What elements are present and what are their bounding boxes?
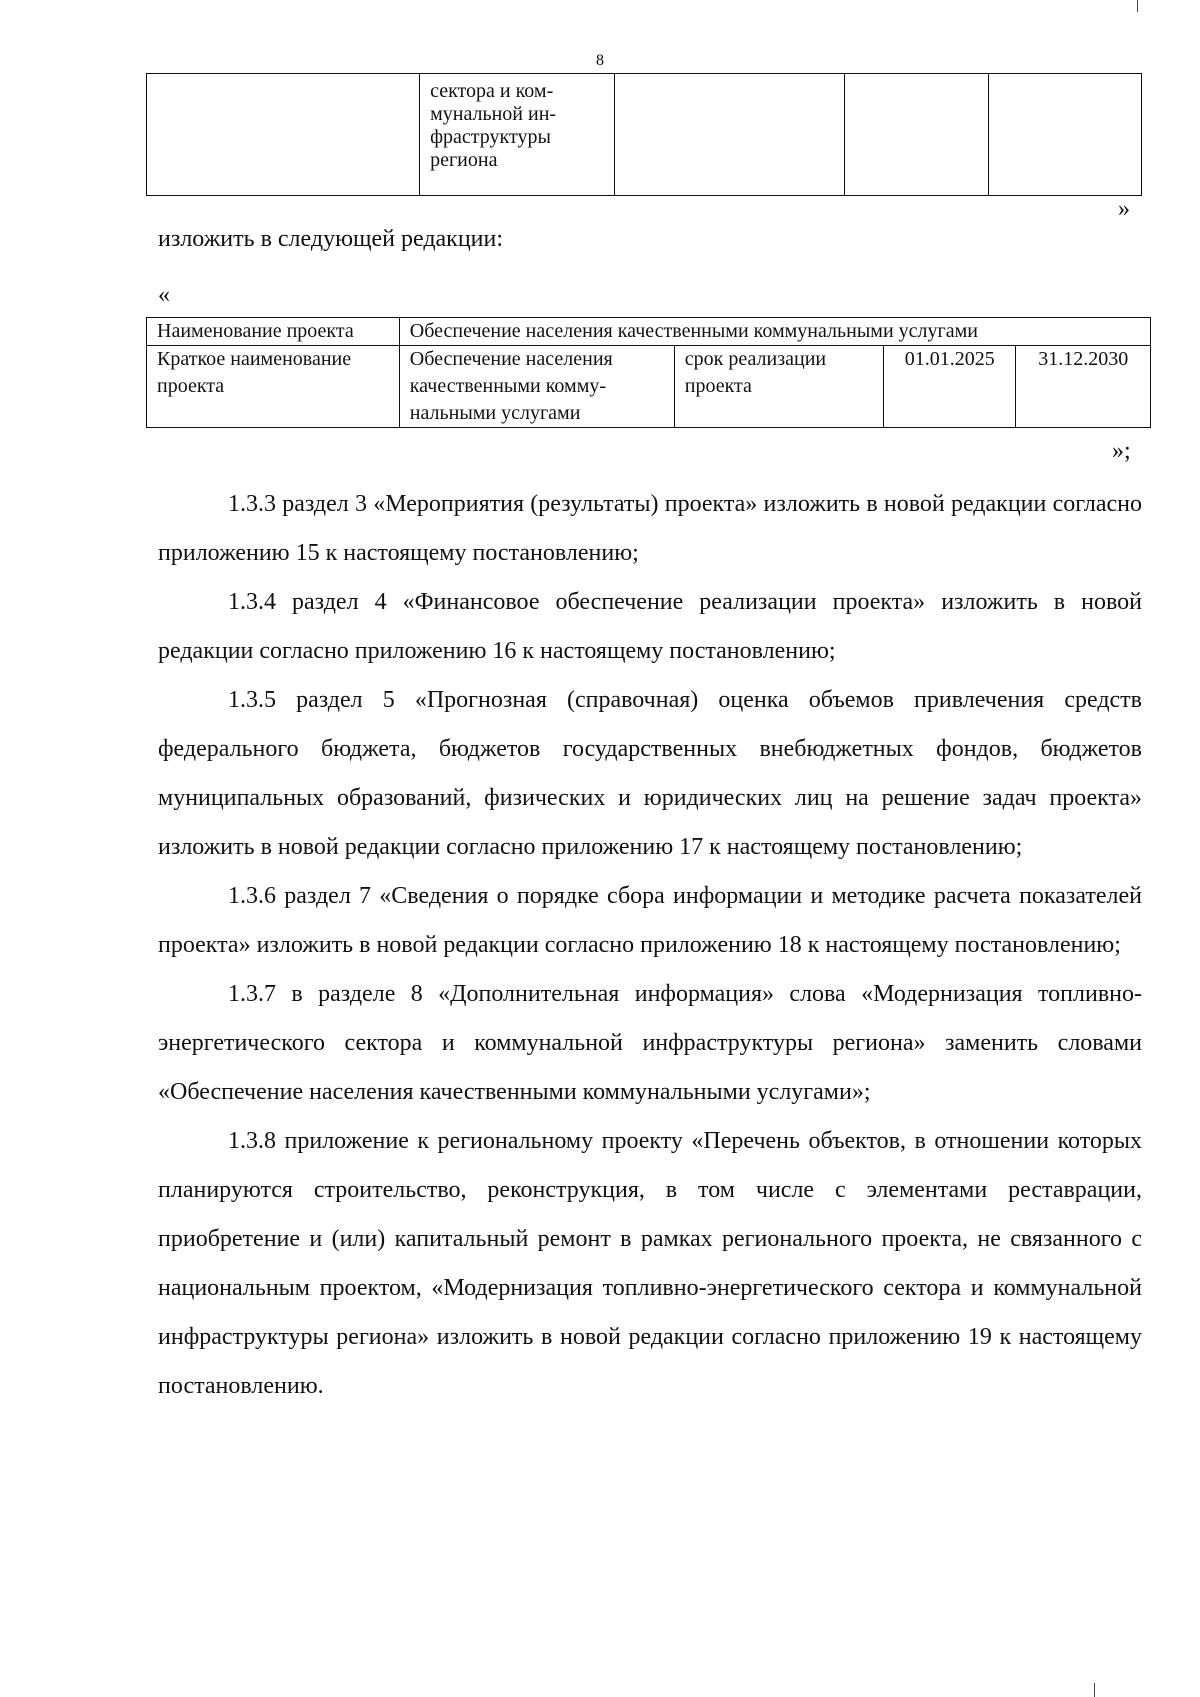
short-name-value: Обеспечение населения качественными комму-нальными услугами (399, 346, 674, 428)
start-date: 01.01.2025 (884, 346, 1016, 428)
body-text (158, 480, 1142, 1411)
lead-text: изложить в следующей редакции: (158, 226, 504, 252)
page-number: 8 (596, 52, 604, 69)
old-table-cell-1 (147, 74, 420, 196)
old-table-cell-5 (988, 74, 1141, 196)
paragraph-1-3-6: 1.3.6 раздел 7 «Сведения о порядке сбора информации и методике расчета показателей проекта» изложить в новой редакции согласно приложению 18 к настоящему постановлению; (158, 883, 1142, 958)
short-name-label: Краткое наименование проекта (147, 346, 400, 428)
paragraph-1-3-4: 1.3.4 раздел 4 «Финансовое обеспечение реализации проекта» изложить в новой редакции согласно приложению 16 к настоящему постановлению; (158, 589, 1142, 664)
paragraph-1-3-3: 1.3.3 раздел 3 «Мероприятия (результаты) проекта» изложить в новой редакции согласно приложению 15 к настоящему постановлению; (158, 491, 1142, 566)
end-date: 31.12.2030 (1016, 346, 1151, 428)
project-name-value: Обеспечение населения качественными коммунальными услугами (399, 318, 1150, 346)
closing-quote-semicolon: »; (1112, 438, 1131, 464)
old-table-cell-4 (844, 74, 988, 196)
paragraph-1-3-7: 1.3.7 в разделе 8 «Дополнительная информация» слова «Модернизация топливно-энергетического сектора и коммунальной инфраструктуры региона» заменить словами «Обеспечение населения качественными коммунальными услугами»; (158, 981, 1142, 1105)
table-row (147, 318, 1151, 346)
scan-edge-mark (1094, 1683, 1095, 1697)
paragraph-1-3-8: 1.3.8 приложение к региональному проекту «Перечень объектов, в отношении которых планируются строительство, реконструкция, в том числе с элементами реставрации, приобретение и (или) капитальный ремонт в рамках регионального проекта, не связанного с национальным проектом, «Модернизация топливно-энергетического сектора и коммунальной инфраструктуры региона» изложить в новой редакции согласно приложению 19 к настоящему постановлению. (158, 1128, 1142, 1399)
old-table-cell-2: сектора и ком- мунальной ин- фраструктуры региона (420, 74, 615, 196)
term-label: срок реализации проекта (674, 346, 883, 428)
new-project-table (146, 317, 1151, 428)
closing-quote: » (1118, 196, 1130, 222)
scan-edge-mark (1137, 0, 1138, 12)
project-name-label: Наименование проекта (147, 318, 400, 346)
old-project-table (146, 73, 1142, 196)
paragraph-1-3-5: 1.3.5 раздел 5 «Прогнозная (справочная) оценка объемов привлечения средств федерального бюджета, бюджетов государственных внебюджетных фондов, бюджетов муниципальных образований, физических и юридических лиц на решение задач проекта» изложить в новой редакции согласно приложению 17 к настоящему постановлению; (158, 687, 1142, 860)
table-row (147, 74, 1142, 196)
opening-quote: « (158, 282, 170, 308)
old-table-cell-3 (615, 74, 845, 196)
table-row (147, 346, 1151, 428)
